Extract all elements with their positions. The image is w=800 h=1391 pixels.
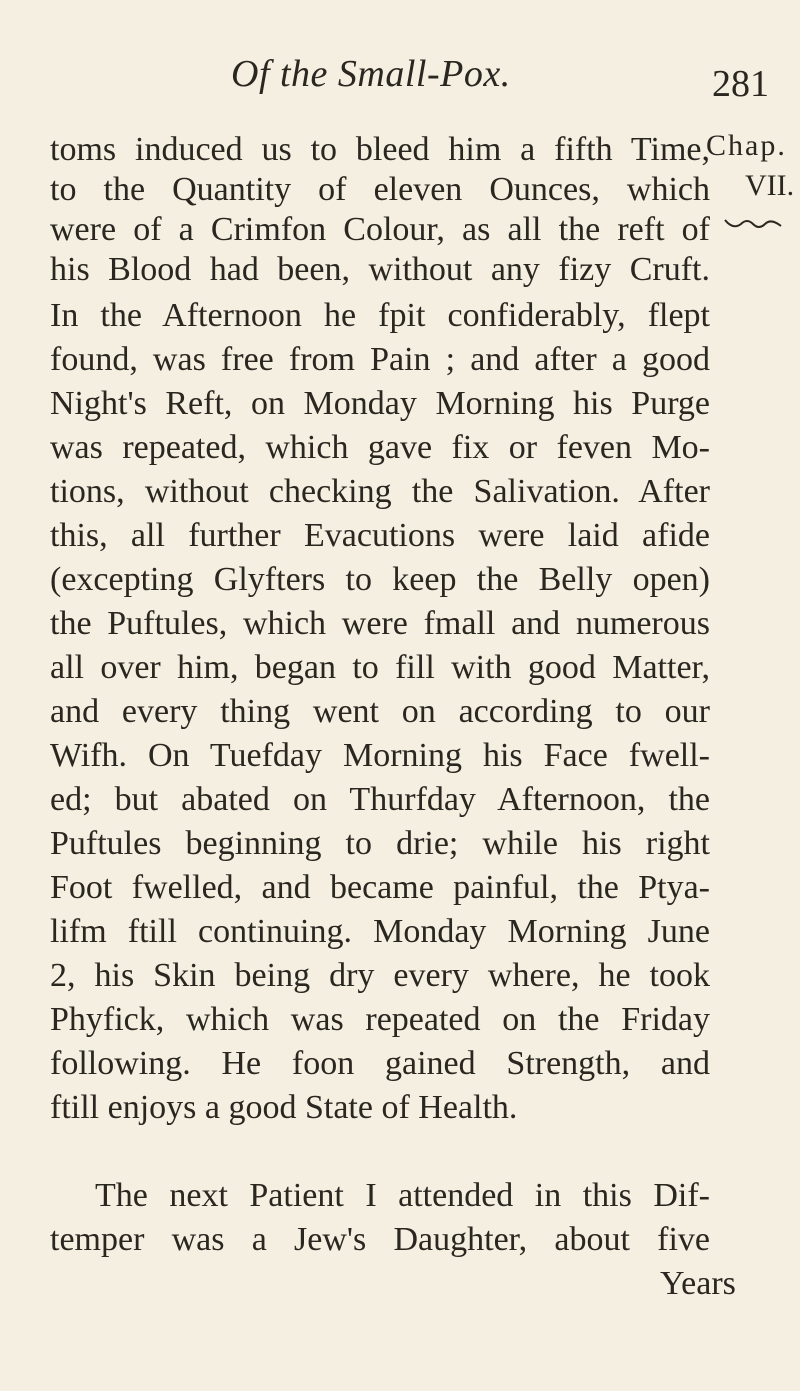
text-line: In the Afternoon he fpit confiderably, flept xyxy=(50,297,710,334)
text-line: Phyfick, which was repeated on the Friday xyxy=(50,1001,710,1038)
text-line: Wifh. On Tuefday Morning his Face fwell- xyxy=(50,737,710,774)
running-title: Of the Small-Pox. xyxy=(231,53,511,95)
text-line: Puftules beginning to drie; while his right xyxy=(50,825,710,862)
text-line: were of a Crimfon Colour, as all the reft of xyxy=(50,211,710,248)
text-line: this, all further Evacutions were laid afide xyxy=(50,517,710,554)
chapter-number: VII. xyxy=(745,169,795,202)
text-line: and every thing went on according to our xyxy=(50,693,710,730)
chapter-label: Chap. xyxy=(706,129,787,162)
text-line: all over him, began to fill with good Matter, xyxy=(50,649,710,686)
text-line: his Blood had been, without any fizy Cruft. xyxy=(50,251,710,288)
page-header xyxy=(0,52,800,105)
text-line: ftill enjoys a good State of Health. xyxy=(50,1089,518,1126)
text-line: following. He foon gained Strength, and xyxy=(50,1045,710,1082)
text-line: toms induced us to bleed him a fifth Time, xyxy=(50,131,710,168)
paragraph-start-line: The next Patient I attended in this Dif- xyxy=(95,1177,710,1214)
text-line: temper was a Jew's Daughter, about five xyxy=(50,1221,710,1258)
catchword: Years xyxy=(660,1265,736,1302)
text-line: 2, his Skin being dry every where, he took xyxy=(50,957,710,994)
text-line: Night's Reft, on Monday Morning his Purge xyxy=(50,385,710,422)
text-line: ed; but abated on Thurfday Afternoon, the xyxy=(50,781,710,818)
text-line: (excepting Glyfters to keep the Belly open) xyxy=(50,561,710,598)
text-line: was repeated, which gave fix or feven Mo- xyxy=(50,429,710,466)
page-number: 281 xyxy=(712,63,769,105)
text-line: Foot fwelled, and became painful, the Ptya- xyxy=(50,869,710,906)
ornament-squiggle-icon xyxy=(723,216,783,232)
text-line: the Puftules, which were fmall and numerous xyxy=(50,605,710,642)
text-line: tions, without checking the Salivation. After xyxy=(50,473,710,510)
text-line: lifm ftill continuing. Monday Morning June xyxy=(50,913,710,950)
text-line: to the Quantity of eleven Ounces, which xyxy=(50,171,710,208)
text-line: found, was free from Pain ; and after a good xyxy=(50,341,710,378)
